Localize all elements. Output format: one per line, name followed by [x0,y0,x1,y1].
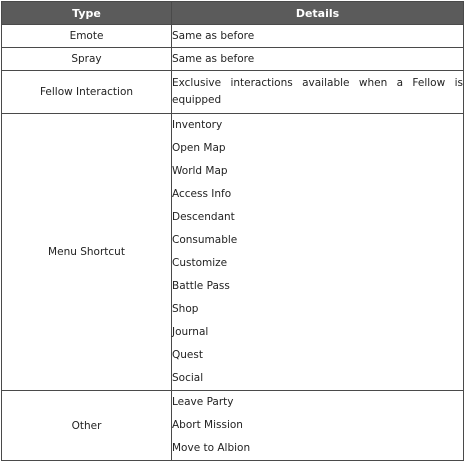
list-item: Abort Mission [172,419,243,431]
type-cell: Emote [2,25,172,48]
list-item: Leave Party [172,396,234,408]
list-item: Journal [172,326,209,338]
details-cell: Same as before [172,25,464,48]
table-row [2,25,464,48]
table-row [2,114,464,391]
type-cell: Fellow Interaction [2,71,172,114]
list-item: Battle Pass [172,280,230,292]
details-word: Exclusive [172,77,222,89]
type-cell: Other [2,391,172,461]
list-item: Quest [172,349,203,361]
list-item: Open Map [172,142,226,154]
details-word: a [396,77,404,89]
details-word: when [358,77,388,89]
list-item: World Map [172,165,228,177]
type-cell: Menu Shortcut [2,114,172,391]
list-item: Move to Albion [172,442,251,454]
table-row [2,48,464,71]
list-item: Descendant [172,211,235,223]
header-details: Details [172,2,464,25]
list-item: Social [172,372,204,384]
header-row [2,2,464,25]
details-line [172,75,463,92]
list-item: Access Info [172,188,232,200]
details-line: equipped [172,94,222,106]
details-cell [172,391,464,461]
type-cell: Spray [2,48,172,71]
list-item: Inventory [172,119,223,131]
details-word: interactions [230,77,293,89]
details-cell: Same as before [172,48,464,71]
list-item: Consumable [172,234,238,246]
details-cell [172,114,464,391]
details-word: available [302,77,350,89]
details-word: Fellow [412,77,446,89]
features-table [1,1,464,461]
table-row [2,391,464,461]
list-item: Customize [172,257,228,269]
header-type: Type [2,2,172,25]
details-cell [172,71,464,114]
table-row [2,71,464,114]
details-text [172,75,463,109]
details-word: is [454,77,463,89]
list-item: Shop [172,303,199,315]
